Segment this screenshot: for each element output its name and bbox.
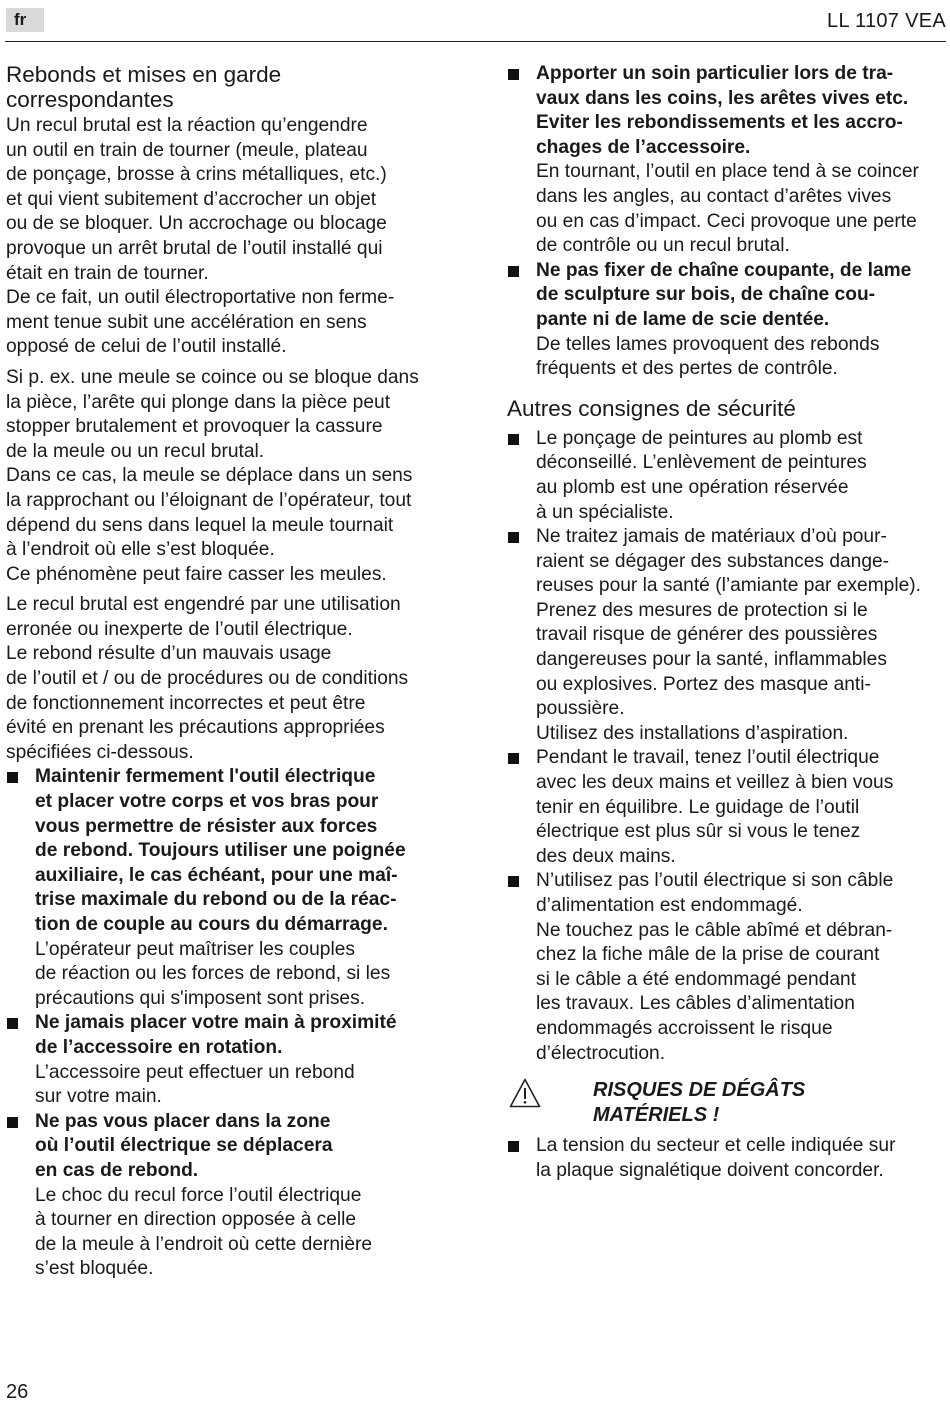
list-item-text: En tournant, l’outil en place tend à se coincer dans les angles, au contact d’arêtes vives ou en cas d’impact. Ceci provoque une perte de contrôle ou un recul brutal. — [536, 161, 919, 257]
material-damage-warning — [507, 1078, 947, 1128]
list-item-text: Le choc du recul force l’outil électrique à tourner en direction opposée à celle de la meule à l’endroit où cette dernière s’est bloquée. — [35, 1184, 373, 1280]
bullet-square-icon — [7, 1018, 18, 1029]
language-badge: fr — [6, 8, 44, 32]
list-item-bold: Ne jamais placer votre main à proximité de l’accessoire en rotation. — [35, 1012, 397, 1058]
paragraph: Dans ce cas, la meule se déplace dans un sens la rapprochant ou l’éloignant de l’opérateur, tout dépend du sens dans lequel la meule tournait à l’endroit où elle s’est bloquée. — [6, 465, 413, 561]
list-item — [507, 62, 947, 259]
bullet-square-icon — [508, 1141, 519, 1152]
list-item-bold: Ne pas fixer de chaîne coupante, de lame de sculpture sur bois, de chaîne cou- pante ni de lame de scie dentée. — [536, 259, 912, 330]
list-item-text: De telles lames provoquent des rebonds fréquents et des pertes de contrôle. — [536, 333, 880, 380]
bullet-square-icon — [508, 69, 519, 80]
paragraph: Si p. ex. une meule se coince ou se bloque dans la pièce, l’arête qui plonge dans la pièce peut stopper brutalement et provoquer la cassure de la meule ou un recul brutal. — [6, 366, 419, 462]
list-item-text: N’utilisez pas l’outil électrique si son câble d’alimentation est endommagé. Ne touchez pas le câble abîmé et débran- chez la fiche mâle de la prise de courant si le câble a été endommagé pendant les travaux. Les câbles d’alimentation endommagés accroissent le risque d’électrocution. — [536, 870, 894, 1064]
warning-title: RISQUES DE DÉGÂTS MATÉRIELS ! — [593, 1079, 806, 1127]
list-item — [6, 1110, 451, 1282]
list-item-text: Le ponçage de peintures au plomb est déconseillé. L’enlèvement de peintures au plomb est une opération réservée à un spécialiste. — [536, 427, 867, 523]
list-item — [507, 746, 947, 869]
right-column — [507, 62, 947, 1183]
bullet-square-icon — [508, 876, 519, 887]
list-item-text: La tension du secteur et celle indiquée sur la plaque signalétique doivent concorder. — [536, 1135, 896, 1181]
list-item — [6, 1011, 451, 1109]
list-item — [507, 525, 947, 746]
list-item-bold: Apporter un soin particulier lors de tra- vaux dans les coins, les arêtes vives etc. Eviter les rebondissements et les accro- chages de l’accessoire. — [536, 63, 909, 158]
left-column — [6, 62, 451, 1282]
paragraph: Un recul brutal est la réaction qu’engendre un outil en train de tourner (meule, plateau de ponçage, brosse à crins métalliques, etc.) et qui vient subitement d’accrocher un objet ou de se bloquer. Un accrochage ou blocage provoque un arrêt brutal de l’outil installé qui était en train de tourner. — [6, 115, 387, 284]
bullet-square-icon — [508, 532, 519, 543]
list-item — [507, 259, 947, 382]
section-title-rebonds: Rebonds et mises en garde correspondantes — [6, 62, 282, 112]
paragraph: Le recul brutal est engendré par une utilisation erronée ou inexperte de l’outil électrique. — [6, 594, 401, 640]
header-divider — [5, 41, 946, 42]
bullet-square-icon — [508, 266, 519, 277]
list-item — [6, 765, 451, 1011]
list-item — [507, 427, 947, 525]
list-item-text: L’accessoire peut effectuer un rebond sur votre main. — [35, 1061, 355, 1108]
list-item — [507, 869, 947, 1066]
list-item-text: Ne traitez jamais de matériaux d’où pour- raient se dégager des substances dange- reuses pour la santé (l’amiante par exemple). Prenez des mesures de protection si le travail risque de générer des poussières dangereuses pour la santé, inflammables ou explosives. Portez des masque anti- poussière. Utilisez des installations d’aspiration. — [536, 526, 922, 744]
page-number: 26 — [6, 1381, 29, 1403]
paragraph: Le rebond résulte d’un mauvais usage de l’outil et / ou de procédures ou de conditions de fonctionnement incorrectes et peut être évité en prenant les précautions appropriées spécifiées ci-dessous. — [6, 643, 409, 763]
list-item-text: Pendant le travail, tenez l’outil électrique avec les deux mains et veillez à bien vous tenir en équilibre. Le guidage de l’outil électrique est plus sûr si vous le tenez des deux mains. — [536, 747, 894, 867]
bullet-square-icon — [7, 1117, 18, 1128]
list-item-bold: Ne pas vous placer dans la zone où l’outil électrique se déplacera en cas de rebond. — [35, 1110, 333, 1181]
paragraph: De ce fait, un outil électroportative non ferme- ment tenue subit une accélération en sens opposé de celui de l’outil installé. — [6, 287, 395, 358]
bullet-square-icon — [508, 434, 519, 445]
section-title-autres-consignes: Autres consignes de sécurité — [507, 395, 796, 421]
bullet-square-icon — [508, 753, 519, 764]
paragraph: Ce phénomène peut faire casser les meules. — [6, 563, 387, 585]
list-item — [507, 1134, 947, 1183]
list-item-bold: Maintenir fermement l'outil électrique et placer votre corps et vos bras pour vous permettre de résister aux forces de rebond. Toujours utiliser une poignée auxiliaire, le cas échéant, pour une maî- trise maximale du rebond ou de la réac- tion de couple au cours du démarrage. — [35, 766, 406, 935]
bullet-square-icon — [7, 772, 18, 783]
list-item-text: L’opérateur peut maîtriser les couples de réaction ou les forces de rebond, si les précautions qui s'imposent sont prises. — [35, 938, 391, 1009]
warning-triangle-icon — [509, 1078, 541, 1108]
model-number: LL 1107 VEA — [827, 10, 946, 32]
